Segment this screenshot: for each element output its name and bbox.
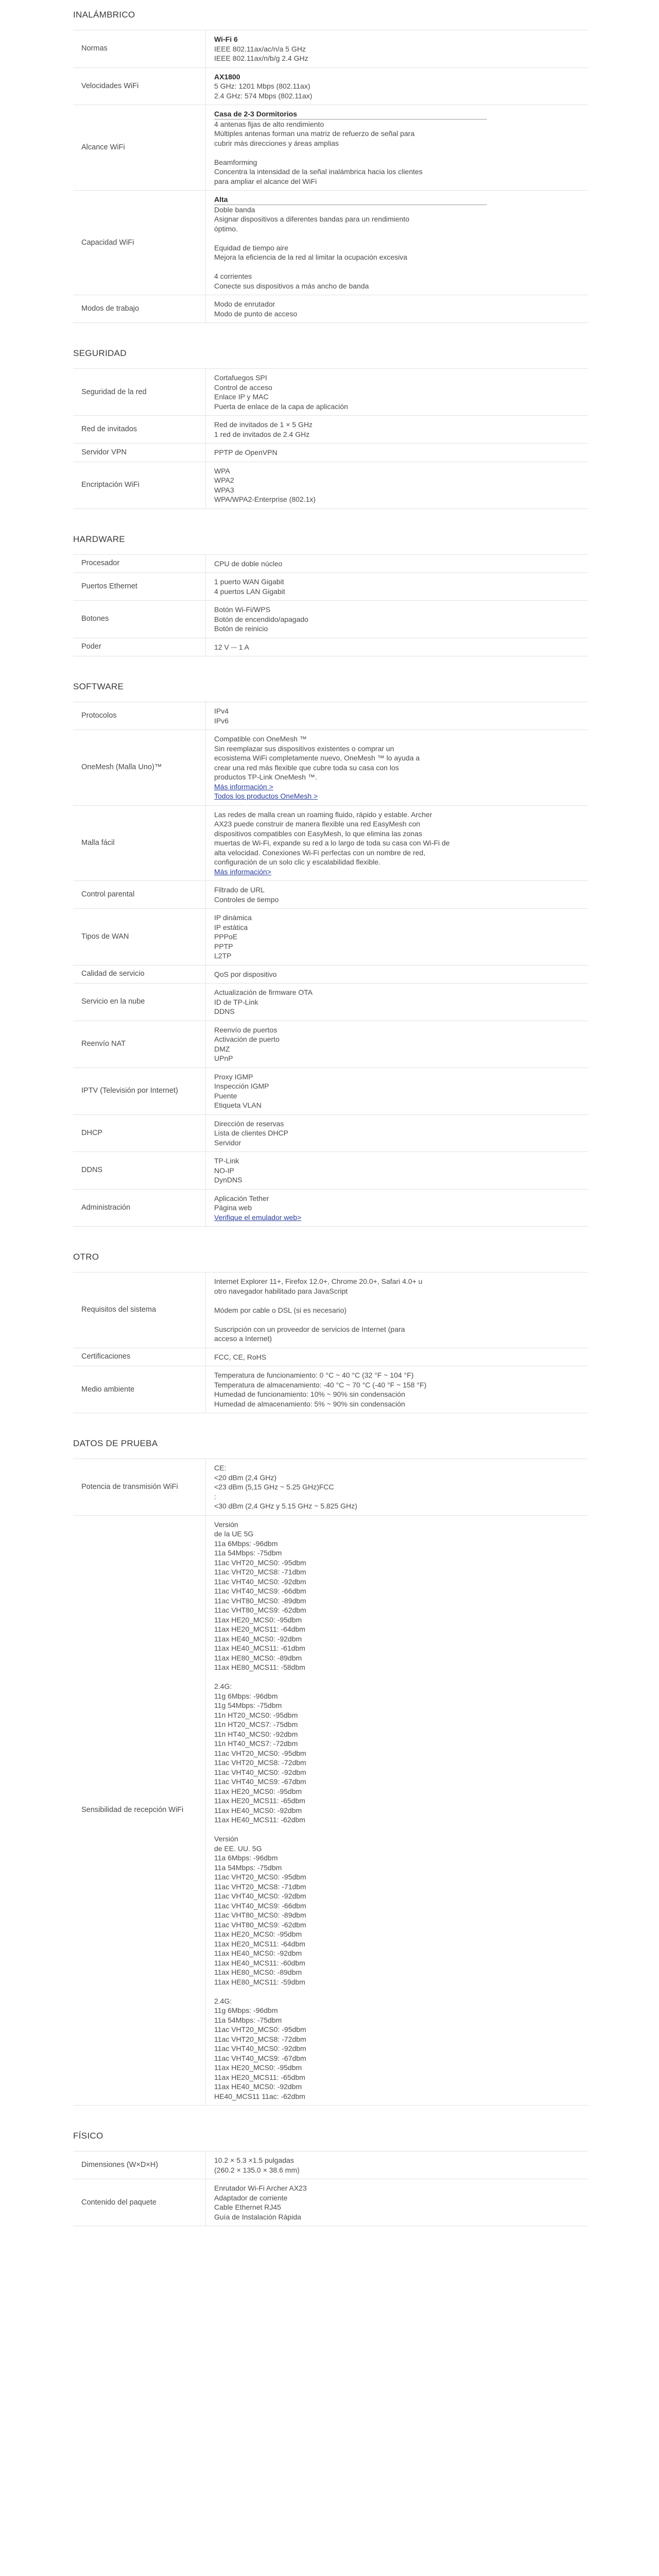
spec-row-servicio-en-la-nube (73, 984, 588, 1021)
spec-label: Alcance WiFi (73, 105, 206, 190)
spec-value-line: FCC, CE, RoHS (214, 1352, 267, 1361)
spec-value-line: 11ac VHT20_MCS0: -95dbm (214, 1873, 306, 1881)
spec-value-line: 11ac VHT40_MCS9: -66dbm (214, 1901, 306, 1910)
spec-row-iptv-television-por-internet (73, 1068, 588, 1115)
spec-row-dhcp (73, 1115, 588, 1153)
spec-value-line: 11ac VHT40_MCS9: -67dbm (214, 2054, 306, 2062)
more-info-link[interactable]: Más información> (214, 867, 271, 876)
spec-value-line: 11ax HE40_MCS0: -92dbm (214, 1634, 302, 1643)
spec-value-line: 11ax HE20_MCS0: -95dbm (214, 1787, 302, 1795)
spec-value-line: DDNS (214, 1007, 235, 1015)
spec-value-line: 11ac VHT20_MCS8: -71dbm (214, 1568, 306, 1576)
spec-value-line: productos TP-Link OneMesh ™. (214, 773, 317, 781)
spec-row-dimensiones-w-d-h (73, 2151, 588, 2179)
spec-value-line: Puente (214, 1091, 237, 1100)
spec-value-line: HE40_MCS11 11ac: -62dbm (214, 2092, 305, 2100)
spec-label: Velocidades WiFi (73, 68, 206, 105)
spec-value-line (214, 262, 494, 272)
spec-label: Puertos Ethernet (73, 573, 206, 600)
spec-label: Medio ambiente (73, 1366, 206, 1413)
spec-section-fisico (73, 2121, 588, 2226)
spec-value-line: Temperatura de funcionamiento: 0 °C ~ 40 °C (32 °F ~ 104 °F) (214, 1371, 414, 1379)
spec-value-line: 11n HT40_MCS0: -92dbm (214, 1730, 298, 1738)
spec-row-medio-ambiente (73, 1366, 588, 1413)
spec-value-line: cubrir más direcciones y áreas amplias (214, 139, 339, 147)
spec-value-line: 2.4G: (214, 1682, 232, 1690)
spec-value-line: de la UE 5G (214, 1530, 254, 1538)
spec-value-line: Aplicación Tether (214, 1194, 269, 1202)
spec-label: Calidad de servicio (73, 965, 206, 984)
spec-value-line: 11ac VHT80_MCS9: -62dbm (214, 1920, 306, 1929)
spec-value-line: UPnP (214, 1054, 233, 1062)
section-title: HARDWARE (73, 524, 588, 555)
spec-label: OneMesh (Malla Uno)™ (73, 730, 206, 805)
spec-value-line: WPA/WPA2-Enterprise (802.1x) (214, 495, 316, 503)
spec-label: Requisitos del sistema (73, 1273, 206, 1348)
spec-row-seguridad-de-la-red (73, 369, 588, 416)
spec-value-line: 11g 54Mbps: -75dbm (214, 1701, 282, 1709)
spec-section-software (73, 672, 588, 1227)
spec-value-line: 11ax HE20_MCS11: -64dbm (214, 1625, 305, 1633)
spec-label: Botones (73, 601, 206, 638)
spec-value-line: WPA2 (214, 476, 234, 484)
spec-value-line: IP dinámica (214, 913, 252, 922)
spec-row-alcance-wifi (73, 105, 588, 191)
spec-row-velocidades-wifi (73, 68, 588, 106)
spec-label: DHCP (73, 1115, 206, 1152)
spec-value (206, 806, 494, 881)
spec-label: DDNS (73, 1152, 206, 1189)
spec-label: Seguridad de la red (73, 369, 206, 415)
spec-value-line: Controles de tiempo (214, 895, 279, 904)
spec-value-line: para ampliar el alcance del WiFi (214, 177, 317, 185)
spec-value-line: 11ax HE80_MCS11: -58dbm (214, 1663, 305, 1671)
spec-value-line: 11ax HE40_MCS0: -92dbm (214, 2082, 302, 2091)
spec-label: Sensibilidad de recepción WiFi (73, 1516, 206, 2106)
spec-value-line: ID de TP-Link (214, 997, 258, 1006)
spec-label: Certificaciones (73, 1348, 206, 1366)
section-spacer (73, 1413, 588, 1429)
spec-label: Red de invitados (73, 416, 206, 443)
spec-row-botones (73, 601, 588, 638)
spec-value-line: Internet Explorer 11+, Firefox 12.0+, Chrome 20.0+, Safari 4.0+ u (214, 1277, 423, 1285)
spec-value-line: 11n HT20_MCS7: -75dbm (214, 1720, 298, 1728)
spec-row-capacidad-wifi (73, 191, 588, 295)
spec-row-onemesh-malla-uno (73, 730, 588, 806)
spec-value-line: Modo de punto de acceso (214, 309, 298, 318)
spec-value-line: Cable Ethernet RJ45 (214, 2203, 281, 2211)
spec-row-contenido-del-paquete (73, 2179, 588, 2226)
spec-value-line: Sin reemplazar sus dispositivos existentes o comprar un (214, 744, 394, 753)
spec-value-line: Suscripción con un proveedor de servicios de Internet (para (214, 1325, 405, 1333)
section-spacer (73, 323, 588, 338)
spec-value-line: 11ac VHT80_MCS9: -62dbm (214, 1606, 306, 1614)
spec-value-line: Versión (214, 1520, 238, 1529)
spec-value (206, 30, 494, 67)
spec-value (206, 1115, 494, 1152)
spec-value-line: 11ax HE40_MCS11: -62dbm (214, 1816, 305, 1824)
spec-value-line: 1 puerto WAN Gigabit (214, 578, 284, 586)
spec-value-line (214, 1315, 494, 1325)
section-title: SEGURIDAD (73, 338, 588, 369)
spec-value-line: IPv4 (214, 707, 229, 715)
spec-value (206, 984, 494, 1021)
spec-value-line: Equidad de tiempo aire (214, 243, 288, 252)
spec-value-line (214, 1987, 494, 1996)
spec-value-line: PPTP de OpenVPN (214, 448, 278, 456)
spec-value-line: Humedad de almacenamiento: 5% ~ 90% sin condensación (214, 1399, 405, 1408)
spec-label: Procesador (73, 555, 206, 573)
spec-value-line: ecosistema WiFi completamente nuevo, OneMesh ™ lo ayuda a (214, 754, 420, 762)
spec-row-reenvio-nat (73, 1021, 588, 1068)
spec-value-line: 11ac VHT40_MCS9: -66dbm (214, 1587, 306, 1595)
spec-row-ddns (73, 1152, 588, 1190)
spec-row-malla-facil (73, 806, 588, 882)
spec-label: Contenido del paquete (73, 2179, 206, 2226)
spec-section-otro (73, 1242, 588, 1413)
spec-value-line: Dirección de reservas (214, 1119, 284, 1128)
spec-label: Capacidad WiFi (73, 191, 206, 295)
section-spacer (73, 2106, 588, 2121)
spec-value-line: Servidor (214, 1138, 241, 1147)
spec-row-normas (73, 30, 588, 68)
spec-value (206, 1068, 494, 1114)
section-spacer (73, 656, 588, 672)
spec-value-line: QoS por dispositivo (214, 970, 277, 978)
spec-value (206, 1021, 494, 1067)
more-info-link[interactable]: Más información > (214, 782, 273, 791)
spec-section-datos-de-prueba (73, 1429, 588, 2106)
spec-value-line: 11ac VHT40_MCS0: -92dbm (214, 1768, 306, 1776)
spec-value-line: Modo de enrutador (214, 300, 275, 308)
spec-value-line: 11ac VHT20_MCS8: -72dbm (214, 2035, 306, 2043)
spec-value-line: 11ax HE80_MCS11: -59dbm (214, 1977, 305, 1986)
spec-value-line: Página web (214, 1204, 252, 1212)
spec-value-line: Inspección IGMP (214, 1082, 269, 1090)
spec-value-line: 11ac VHT40_MCS0: -92dbm (214, 1892, 306, 1900)
spec-value-line: <23 dBm (5,15 GHz ~ 5.25 GHz)FCC (214, 1483, 334, 1491)
spec-value-line: 11ac VHT20_MCS8: -71dbm (214, 1882, 306, 1891)
spec-value (206, 1273, 494, 1348)
spec-value (206, 1152, 494, 1189)
spec-value-line: dispositivos compatibles con EasyMesh, lo que elimina las zonas (214, 829, 422, 838)
spec-value (206, 638, 494, 656)
spec-value (206, 2151, 494, 2179)
spec-label: Potencia de transmisión WiFi (73, 1459, 206, 1515)
spec-value-line: Botón de reinicio (214, 624, 268, 633)
more-info-link[interactable]: Verifique el emulador web> (214, 1213, 302, 1222)
spec-section-seguridad (73, 338, 588, 509)
spec-value (206, 730, 494, 805)
spec-value-line: 11ax HE20_MCS11: -65dbm (214, 2073, 305, 2081)
spec-value-line: acceso a Internet) (214, 1334, 272, 1343)
section-title: SOFTWARE (73, 672, 588, 702)
spec-label: IPTV (Televisión por Internet) (73, 1068, 206, 1114)
spec-value-line: 11ac VHT20_MCS0: -95dbm (214, 1749, 306, 1757)
spec-label: Modos de trabajo (73, 295, 206, 323)
spec-row-poder (73, 638, 588, 657)
spec-value-line: Mejora la eficiencia de la red al limitar la ocupación excesiva (214, 253, 408, 261)
spec-value-line: 12 V ⎓ 1 A (214, 642, 249, 651)
spec-row-servidor-vpn (73, 444, 588, 462)
spec-value-line: WPA3 (214, 485, 234, 494)
spec-value (206, 416, 494, 443)
spec-value-line: DMZ (214, 1044, 230, 1053)
spec-value-line: 11ax HE40_MCS0: -92dbm (214, 1806, 302, 1815)
spec-row-encriptacion-wifi (73, 462, 588, 509)
spec-heading: Wi-Fi 6 (214, 35, 238, 43)
spec-value-line: 11ac VHT40_MCS0: -92dbm (214, 1577, 306, 1586)
spec-value-line (214, 233, 494, 243)
spec-value-line: Lista de clientes DHCP (214, 1129, 288, 1137)
spec-value-line: Humedad de funcionamiento: 10% ~ 90% sin condensación (214, 1390, 405, 1398)
spec-value-line: Actualización de firmware OTA (214, 988, 313, 996)
spec-value-line: 11a 54Mbps: -75dbm (214, 2015, 282, 2024)
spec-value-line: alta velocidad. Conexiones Wi-Fi perfectas con un nombre de red, (214, 848, 426, 857)
spec-value-line: Las redes de malla crean un roaming fluido, rápido y estable. Archer (214, 810, 432, 819)
spec-label: Tipos de WAN (73, 909, 206, 965)
spec-row-protocolos (73, 702, 588, 730)
spec-value-line: Doble banda (214, 205, 255, 214)
spec-value (206, 909, 494, 965)
spec-value-line: 11a 54Mbps: -75dbm (214, 1863, 282, 1872)
spec-value-line: IEEE 802.11ax/n/b/g 2.4 GHz (214, 54, 308, 62)
spec-row-requisitos-del-sistema (73, 1273, 588, 1348)
spec-value-line: 2.4 GHz: 574 Mbps (802.11ax) (214, 91, 313, 100)
spec-value-line: Asignar dispositivos a diferentes bandas para un rendimiento (214, 215, 410, 223)
spec-value-line: NO-IP (214, 1166, 234, 1175)
section-title: FÍSICO (73, 2121, 588, 2151)
spec-value-line: Enrutador Wi-Fi Archer AX23 (214, 2184, 307, 2192)
spec-value-line: 11g 6Mbps: -96dbm (214, 2006, 278, 2014)
spec-label: Reenvío NAT (73, 1021, 206, 1067)
spec-value-line: CPU de doble núcleo (214, 559, 283, 568)
spec-value-line: <20 dBm (2,4 GHz) (214, 1473, 276, 1482)
spec-value-line: 11ax HE20_MCS0: -95dbm (214, 1930, 302, 1938)
spec-value-line: L2TP (214, 952, 232, 960)
spec-heading: Alta (214, 195, 487, 205)
spec-label: Administración (73, 1190, 206, 1227)
spec-value-line: Puerta de enlace de la capa de aplicación (214, 402, 348, 411)
spec-value-line: TP-Link (214, 1157, 239, 1165)
spec-value-line: 5 GHz: 1201 Mbps (802.11ax) (214, 82, 310, 90)
spec-value-line: 4 corrientes (214, 272, 252, 280)
spec-label: Poder (73, 638, 206, 656)
spec-value-line: otro navegador habilitado para JavaScript (214, 1286, 348, 1295)
spec-value (206, 462, 494, 509)
spec-row-red-de-invitados (73, 416, 588, 444)
spec-value-line: 11ac VHT20_MCS0: -95dbm (214, 1558, 306, 1567)
spec-section-inalambrico (73, 0, 588, 323)
spec-row-puertos-ethernet (73, 573, 588, 601)
spec-value-line: 4 antenas fijas de alto rendimiento (214, 120, 324, 128)
spec-row-calidad-de-servicio (73, 965, 588, 984)
spec-section-hardware (73, 524, 588, 657)
spec-value-line (214, 1825, 494, 1835)
spec-label: Dimensiones (W×D×H) (73, 2151, 206, 2179)
spec-value-line: 11ac VHT40_MCS0: -92dbm (214, 2044, 306, 2053)
spec-value-line: PPPoE (214, 933, 238, 941)
spec-row-modos-de-trabajo (73, 295, 588, 323)
spec-value-line: Red de invitados de 1 × 5 GHz (214, 420, 313, 429)
spec-value-line: 10.2 × 5.3 ×1.5 pulgadas (214, 2156, 294, 2164)
spec-value-line: 11ax HE20_MCS11: -65dbm (214, 1797, 305, 1805)
spec-label: Encriptación WiFi (73, 462, 206, 509)
spec-value (206, 444, 494, 462)
spec-value (206, 1190, 494, 1227)
spec-value (206, 1348, 494, 1366)
spec-value-line: Botón de encendido/apagado (214, 615, 308, 623)
spec-value-line: configuración de un solo clic y escalabilidad flexible. (214, 858, 380, 866)
more-info-link[interactable]: Todos los productos OneMesh > (214, 792, 318, 800)
spec-value-line: 11ac VHT20_MCS0: -95dbm (214, 2025, 306, 2033)
section-spacer (73, 1227, 588, 1242)
spec-value-line: Módem por cable o DSL (si es necesario) (214, 1306, 347, 1314)
spec-value (206, 555, 494, 573)
spec-value-line: 11g 6Mbps: -96dbm (214, 1691, 278, 1700)
spec-value (206, 1516, 494, 2106)
spec-label: Normas (73, 30, 206, 67)
spec-label: Malla fácil (73, 806, 206, 881)
spec-value (206, 105, 494, 190)
spec-value-line: 1 red de invitados de 2.4 GHz (214, 430, 310, 438)
spec-value (206, 1459, 494, 1515)
spec-value (206, 369, 494, 415)
spec-row-potencia-de-transmision-wifi (73, 1459, 588, 1516)
spec-value-line: <30 dBm (2,4 GHz y 5.15 GHz ~ 5.825 GHz) (214, 1502, 357, 1510)
spec-label: Control parental (73, 881, 206, 908)
spec-value-line: Compatible con OneMesh ™ (214, 735, 307, 743)
spec-value-line: (260.2 × 135.0 × 38.6 mm) (214, 2165, 300, 2174)
spec-value-line: Versión (214, 1835, 238, 1843)
section-title: OTRO (73, 1242, 588, 1273)
spec-value-line: Control de acceso (214, 383, 272, 392)
spec-value-line (214, 1672, 494, 1682)
spec-value-line: DynDNS (214, 1176, 242, 1184)
spec-value-line: 11ax HE40_MCS11: -60dbm (214, 1958, 305, 1967)
spec-value-line: 11ax HE80_MCS0: -89dbm (214, 1968, 302, 1976)
spec-value-line: Adaptador de corriente (214, 2193, 288, 2202)
spec-value-line: 4 puertos LAN Gigabit (214, 587, 285, 596)
spec-value-line: Concentra la intensidad de la señal inalámbrica hacia los clientes (214, 167, 423, 176)
spec-value-line: Beamforming (214, 158, 257, 166)
spec-value-line: 11ac VHT80_MCS0: -89dbm (214, 1596, 306, 1605)
spec-value-line: IEEE 802.11ax/ac/n/a 5 GHz (214, 44, 306, 53)
spec-value-line: Etiqueta VLAN (214, 1101, 262, 1109)
section-title: INALÁMBRICO (73, 0, 588, 30)
spec-value-line (214, 148, 494, 158)
spec-value-line: 11ax HE20_MCS0: -95dbm (214, 2063, 302, 2072)
spec-value-line: Reenvío de puertos (214, 1025, 278, 1034)
spec-value (206, 2179, 494, 2226)
spec-value-line: Enlace IP y MAC (214, 393, 269, 401)
spec-value-line: PPTP (214, 942, 233, 951)
spec-value-line: 11ax HE20_MCS0: -95dbm (214, 1615, 302, 1624)
spec-value (206, 601, 494, 638)
spec-row-tipos-de-wan (73, 909, 588, 965)
spec-value-line: 11ax HE40_MCS11: -61dbm (214, 1644, 305, 1652)
spec-value-line: Múltiples antenas forman una matriz de refuerzo de señal para (214, 129, 415, 138)
spec-row-sensibilidad-de-recepcion-wifi (73, 1516, 588, 2106)
spec-value (206, 1366, 494, 1413)
spec-row-certificaciones (73, 1348, 588, 1367)
spec-value-line: 11ac VHT40_MCS9: -67dbm (214, 1777, 306, 1786)
spec-value-line: Temperatura de almacenamiento: -40 °C ~ 70 °C (-40 °F ~ 158 °F) (214, 1380, 427, 1389)
spec-value-line: Cortafuegos SPI (214, 374, 267, 382)
spec-value-line: 11ax HE80_MCS0: -89dbm (214, 1653, 302, 1662)
section-title: DATOS DE PRUEBA (73, 1429, 588, 1459)
spec-value-line: IPv6 (214, 716, 229, 725)
spec-value (206, 68, 494, 105)
spec-value-line: 11a 54Mbps: -75dbm (214, 1549, 282, 1557)
spec-value-line: Filtrado de URL (214, 886, 265, 894)
spec-value-line: muertas de Wi-Fi, expande su red a lo largo de toda su casa con Wi-Fi de (214, 839, 450, 847)
spec-value-line: WPA (214, 466, 230, 475)
spec-value (206, 573, 494, 600)
spec-value (206, 881, 494, 908)
spec-row-control-parental (73, 881, 588, 909)
spec-row-procesador (73, 555, 588, 573)
spec-value-line: Proxy IGMP (214, 1072, 253, 1081)
spec-value-line: óptimo. (214, 224, 238, 233)
spec-value-line: Guía de Instalación Rápida (214, 2212, 301, 2221)
spec-value-line: 11ax HE20_MCS11: -64dbm (214, 1939, 305, 1948)
spec-value-line (214, 1296, 494, 1306)
spec-value-line: 2.4G: (214, 1996, 232, 2005)
section-spacer (73, 509, 588, 524)
spec-value-line: Botón Wi-Fi/WPS (214, 605, 270, 614)
spec-value-line: 11ac VHT20_MCS8: -72dbm (214, 1758, 306, 1767)
spec-value-line: CE: (214, 1464, 227, 1472)
spec-value-line: 11a 6Mbps: -96dbm (214, 1539, 278, 1548)
spec-value-line: 11n HT40_MCS7: -72dbm (214, 1739, 298, 1748)
spec-value-line: 11ac VHT80_MCS0: -89dbm (214, 1911, 306, 1919)
spec-value-line: IP estática (214, 923, 248, 931)
spec-value-line: 11a 6Mbps: -96dbm (214, 1854, 278, 1862)
spec-value-line: Conecte sus dispositivos a más ancho de banda (214, 281, 369, 290)
spec-value-line: crear una red más flexible que cubre toda su casa con los (214, 763, 399, 772)
spec-heading: Casa de 2-3 Dormitorios (214, 109, 487, 120)
spec-value-line: AX23 puede construir de manera flexible una red EasyMesh con (214, 820, 421, 828)
spec-value-line: Activación de puerto (214, 1035, 280, 1043)
spec-label: Protocolos (73, 702, 206, 730)
spec-value-line: 11ax HE40_MCS0: -92dbm (214, 1949, 302, 1957)
spec-heading: AX1800 (214, 72, 240, 81)
spec-value-line: 11n HT20_MCS0: -95dbm (214, 1710, 298, 1719)
spec-value-line: : (214, 1492, 216, 1501)
spec-value (206, 702, 494, 730)
spec-value (206, 191, 494, 295)
spec-value (206, 295, 494, 323)
spec-value (206, 965, 494, 984)
spec-row-administracion (73, 1190, 588, 1227)
spec-value-line: de EE. UU. 5G (214, 1844, 262, 1853)
spec-label: Servidor VPN (73, 444, 206, 462)
spec-label: Servicio en la nube (73, 984, 206, 1021)
